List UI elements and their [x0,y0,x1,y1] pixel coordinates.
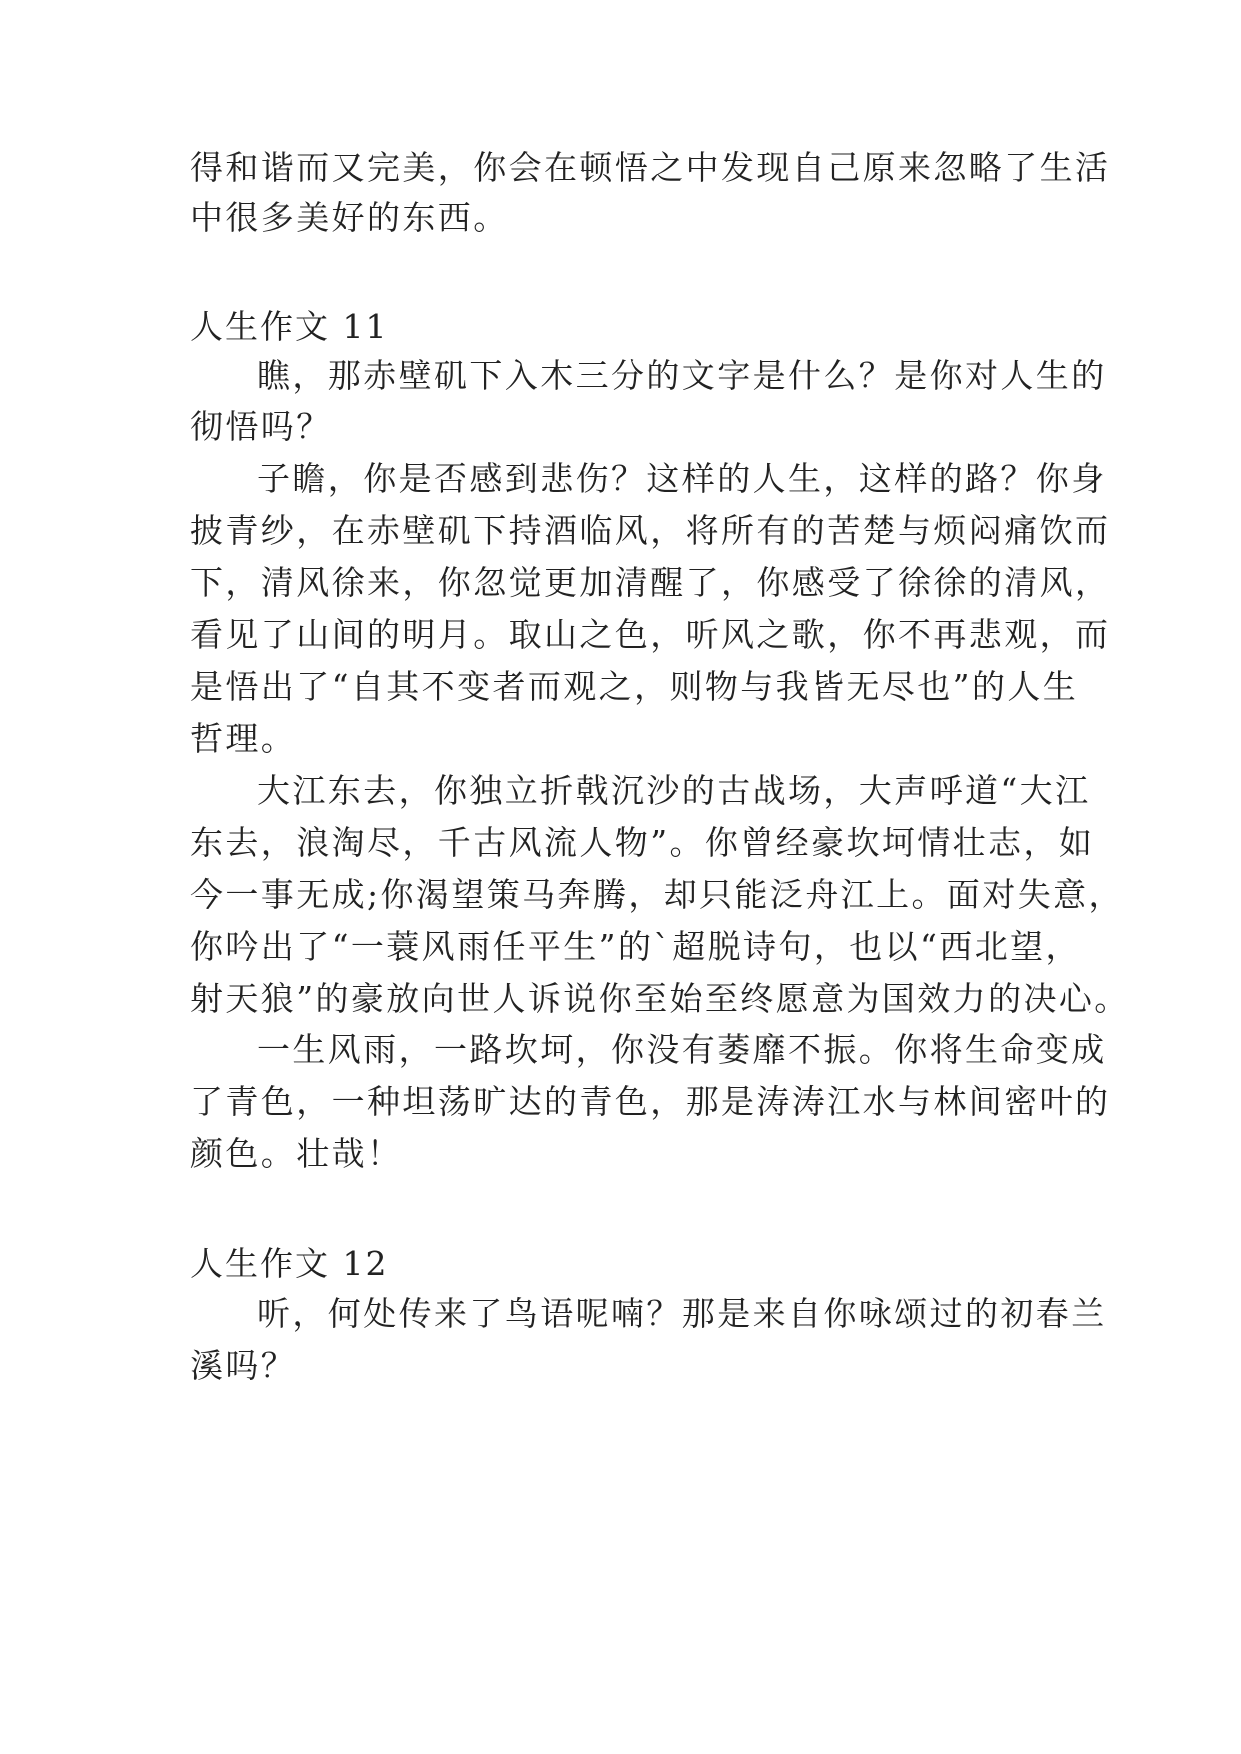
paragraph-line: 子瞻，你是否感到悲伤？这样的人生，这样的路？你身 [257,459,1107,498]
paragraph-line: 是悟出了“自其不变者而观之，则物与我皆无尽也”的人生 [190,667,1079,706]
paragraph-line: 彻悟吗？ [190,407,332,446]
paragraph-line: 中很多美好的东西。 [190,198,509,237]
section-heading: 人生作文 11 [190,307,389,346]
paragraph-line: 得和谐而又完美，你会在顿悟之中发现自己原来忽略了生活 [190,148,1111,187]
paragraph-line: 披青纱，在赤壁矶下持酒临风，将所有的苦楚与烦闷痛饮而 [190,511,1111,550]
paragraph-line: 了青色，一种坦荡旷达的青色，那是涛涛江水与林间密叶的 [190,1082,1111,1121]
paragraph-line: 下，清风徐来，你忽觉更加清醒了，你感受了徐徐的清风， [190,563,1111,602]
paragraph-line: 一生风雨，一路坎坷，你没有萎靡不振。你将生命变成 [257,1030,1107,1069]
paragraph-line: 哲理。 [190,719,297,758]
paragraph-line: 大江东去，你独立折戟沉沙的古战场，大声呼道“大江 [257,771,1091,810]
paragraph-line: 东去，浪淘尽，千古风流人物”。你曾经豪坎坷情壮志，如 [190,823,1095,862]
paragraph-line: 今一事无成;你渴望策马奔腾，却只能泛舟江上。面对失意， [190,875,1124,914]
paragraph-line: 颜色。壮哉！ [190,1134,403,1173]
paragraph-line: 瞧，那赤壁矶下入木三分的文字是什么？是你对人生的 [257,356,1107,395]
paragraph-line: 你吟出了“一蓑风雨任平生”的`超脱诗句，也以“西北望， [190,927,1081,966]
section-heading: 人生作文 12 [190,1244,389,1283]
paragraph-line: 溪吗？ [190,1346,297,1385]
paragraph-line: 看见了山间的明月。取山之色，听风之歌，你不再悲观，而 [190,615,1111,654]
paragraph-line: 听，何处传来了鸟语呢喃？那是来自你咏颂过的初春兰 [257,1294,1107,1333]
paragraph-line: 射天狼”的豪放向世人诉说你至始至终愿意为国效力的决心。 [190,979,1130,1018]
